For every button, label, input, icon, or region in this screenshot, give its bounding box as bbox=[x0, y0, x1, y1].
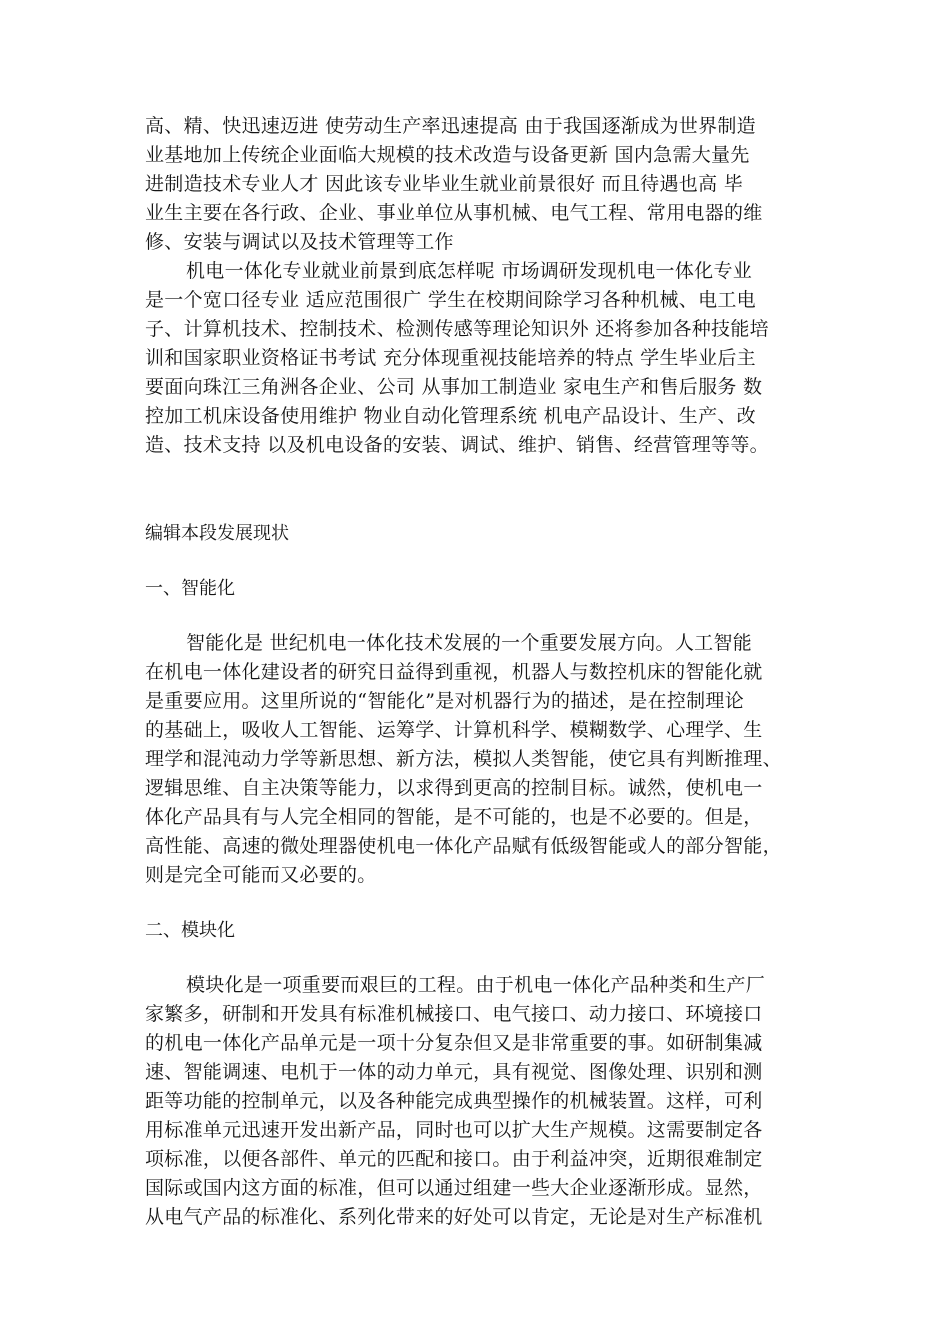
text-line: 控加工机床设备使用维护 物业自动化管理系统 机电产品设计、生产、改 bbox=[145, 405, 756, 427]
text-line: 从电气产品的标准化、系列化带来的好处可以肯定，无论是对生产标准机 bbox=[145, 1206, 763, 1228]
subheading-intelligence: 一、智能化 bbox=[145, 578, 235, 599]
paragraph-employment-outlook bbox=[145, 112, 805, 257]
spacer bbox=[145, 890, 805, 916]
text-line: 是一个宽口径专业 适应范围很广 学生在校期间除学习各种机械、电工电 bbox=[145, 289, 756, 311]
text-line: 的基础上，吸收人工智能、运筹学、计算机科学、模糊数学、心理学、生 bbox=[145, 719, 763, 741]
text-line: 逻辑思维、自主决策等能力，以求得到更高的控制目标。诚然，使机电一 bbox=[145, 777, 763, 799]
text-line: 项标准，以便各部件、单元的匹配和接口。由于利益冲突，近期很难制定 bbox=[145, 1148, 763, 1170]
text-line: 模块化是一项重要而艰巨的工程。由于机电一体化产品种类和生产厂 bbox=[186, 974, 766, 996]
document-page bbox=[145, 112, 805, 1232]
text-line: 的机电一体化产品单元是一项十分复杂但又是非常重要的事。如研制集减 bbox=[145, 1032, 763, 1054]
text-line: 理学和混沌动力学等新思想、新方法，模拟人类智能，使它具有判断推理、 bbox=[145, 748, 782, 770]
text-line: 业生主要在各行政、企业、事业单位从事机械、电气工程、常用电器的维 bbox=[145, 202, 763, 224]
text-line: 业基地加上传统企业面临大规模的技术改造与设备更新 国内急需大量先 bbox=[145, 144, 750, 166]
spacer bbox=[145, 603, 805, 629]
section-heading: 编辑本段发展现状 bbox=[145, 523, 289, 544]
text-line: 距等功能的控制单元，以及各种能完成典型操作的机械装置。这样，可利 bbox=[145, 1090, 763, 1112]
text-line: 要面向珠江三角洲各企业、公司 从事加工制造业 家电生产和售后服务 数 bbox=[145, 376, 763, 398]
text-line: 在机电一体化建设者的研究日益得到重视，机器人与数控机床的智能化就 bbox=[145, 661, 763, 683]
text-line: 修、安装与调试以及技术管理等工作 bbox=[145, 231, 454, 253]
text-line: 体化产品具有与人完全相同的智能，是不可能的，也是不必要的。但是， bbox=[145, 806, 763, 828]
subheading-modularization: 二、模块化 bbox=[145, 920, 235, 941]
text-line: 训和国家职业资格证书考试 充分体现重视技能培养的特点 学生毕业后主 bbox=[145, 347, 756, 369]
text-line: 智能化是 世纪机电一体化技术发展的一个重要发展方向。人工智能 bbox=[186, 632, 753, 654]
paragraph-modularization bbox=[145, 971, 805, 1232]
text-line: 家繁多，研制和开发具有标准机械接口、电气接口、动力接口、环境接口 bbox=[145, 1003, 763, 1025]
spacer bbox=[145, 460, 805, 500]
paragraph-job-prospects bbox=[145, 257, 805, 460]
text-line: 进制造技术专业人才 因此该专业毕业生就业前景很好 而且待遇也高 毕 bbox=[145, 173, 744, 195]
text-line: 机电一体化专业就业前景到底怎样呢 市场调研发现机电一体化专业 bbox=[186, 260, 753, 282]
paragraph-intelligence bbox=[145, 629, 805, 890]
text-line: 造、技术支持 以及机电设备的安装、调试、维护、销售、经营管理等等。 bbox=[145, 434, 769, 456]
text-line: 国际或国内这方面的标准，但可以通过组建一些大企业逐渐形成。显然， bbox=[145, 1177, 763, 1199]
text-line: 高、精、快迅速迈进 使劳动生产率迅速提高 由于我国逐渐成为世界制造 bbox=[145, 115, 756, 137]
text-line: 是重要应用。这里所说的“智能化”是对机器行为的描述，是在控制理论 bbox=[145, 690, 745, 712]
spacer bbox=[145, 548, 805, 574]
spacer bbox=[145, 945, 805, 971]
text-line: 用标准单元迅速开发出新产品，同时也可以扩大生产规模。这需要制定各 bbox=[145, 1119, 763, 1141]
text-line: 速、智能调速、电机于一体的动力单元，具有视觉、图像处理、识别和测 bbox=[145, 1061, 763, 1083]
spacer bbox=[145, 500, 805, 519]
text-line: 子、计算机技术、控制技术、检测传感等理论知识外 还将参加各种技能培 bbox=[145, 318, 769, 340]
text-line: 高性能、高速的微处理器使机电一体化产品赋有低级智能或人的部分智能， bbox=[145, 835, 782, 857]
text-line: 则是完全可能而又必要的。 bbox=[145, 864, 377, 886]
